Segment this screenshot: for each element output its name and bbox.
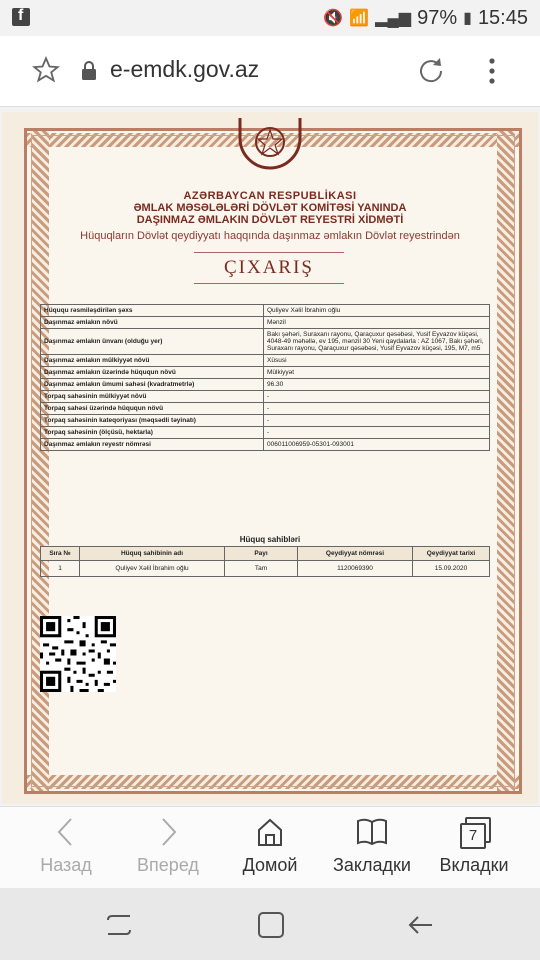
mute-icon: 🔇 bbox=[323, 10, 344, 27]
home-icon bbox=[255, 815, 285, 849]
qr-code-icon bbox=[40, 616, 116, 692]
tabs-icon bbox=[457, 815, 491, 849]
url-text[interactable]: e-emdk.gov.az bbox=[110, 56, 260, 82]
browser-bottom-toolbar bbox=[0, 806, 540, 889]
back-button[interactable] bbox=[12, 815, 120, 885]
wifi-icon: 📶 bbox=[349, 10, 370, 27]
address-bar bbox=[0, 36, 540, 107]
tabs-label: Вкладки bbox=[439, 855, 509, 875]
bookmarks-button[interactable] bbox=[318, 815, 426, 885]
reload-icon[interactable] bbox=[416, 56, 446, 86]
home-system-icon[interactable] bbox=[256, 910, 286, 940]
tabs-count: 7 bbox=[460, 823, 486, 849]
forward-button[interactable] bbox=[114, 815, 222, 885]
table-row: Torpaq sahəsi üzərində hüququn növü - bbox=[41, 403, 490, 415]
table-row: Daşınmaz əmlakın üzərində hüququn növü Mülkiyyət bbox=[41, 367, 490, 379]
table-header-row: Sıra № Hüquq sahibinin adı Payı Qeydiyyat nömrəsi Qeydiyyat tarixi bbox=[41, 547, 490, 561]
lock-icon bbox=[80, 61, 98, 81]
system-navigation-bar bbox=[0, 888, 540, 960]
signal-icon: ▂▄▆ bbox=[375, 10, 412, 27]
header-committee: ƏMLAK MƏSƏLƏLƏRİ DÖVLƏT KOMİTƏSİ YANINDA bbox=[133, 202, 407, 214]
rights-holders-table bbox=[40, 546, 490, 577]
recent-apps-icon[interactable] bbox=[104, 910, 134, 940]
back-arrow-icon[interactable] bbox=[406, 910, 436, 940]
table-row: Torpaq sahəsinin (ölçüsü, hektarla) - bbox=[41, 427, 490, 439]
bookmarks-label: Закладки bbox=[333, 855, 411, 875]
clock: 15:45 bbox=[477, 6, 528, 29]
table-row: Torpaq sahəsinin kateqoriyası (məqsədli təyinatı) - bbox=[41, 415, 490, 427]
chevron-left-icon bbox=[51, 815, 81, 849]
forward-label: Вперед bbox=[137, 855, 199, 875]
bookmark-star-icon[interactable] bbox=[32, 56, 60, 84]
header-subtitle: Hüquqların Dövlət qeydiyyatı haqqında daşınmaz əmlakın Dövlət reyestrindən bbox=[80, 230, 460, 242]
facebook-notification-icon: f bbox=[12, 8, 30, 26]
table-row: Daşınmaz əmlakın növü Mənzil bbox=[41, 317, 490, 329]
status-bar bbox=[0, 0, 540, 36]
document-title: ÇIXARIŞ bbox=[194, 252, 344, 284]
battery-level: 97% bbox=[417, 6, 458, 29]
home-button[interactable] bbox=[216, 815, 324, 885]
header-service: DAŞINMAZ ƏMLAKIN DÖVLƏT REYESTRİ XİDMƏTİ bbox=[136, 214, 404, 226]
table-row: Daşınmaz əmlakın mülkiyyət növü Xüsusi bbox=[41, 355, 490, 367]
back-label: Назад bbox=[40, 855, 92, 875]
home-label: Домой bbox=[242, 855, 298, 875]
more-menu-icon[interactable] bbox=[484, 56, 500, 86]
book-icon bbox=[355, 815, 389, 849]
property-info-table bbox=[40, 304, 490, 451]
header-country: AZƏRBAYCAN RESPUBLİKASI bbox=[183, 190, 357, 202]
battery-icon: ▮ bbox=[463, 10, 472, 27]
chevron-right-icon bbox=[153, 815, 183, 849]
state-emblem-icon bbox=[230, 118, 310, 174]
certificate-frame bbox=[24, 128, 522, 794]
rights-holders-title: Hüquq sahibləri bbox=[239, 535, 301, 544]
table-row: 1 Quliyev Xəlil İbrahim oğlu Tam 1120069390 15.09.2020 bbox=[41, 561, 490, 577]
table-row: Daşınmaz əmlakın reyestr nömrəsi 006011006959-05301-093001 bbox=[41, 439, 490, 451]
table-row: Torpaq sahəsinin mülkiyyət növü - bbox=[41, 391, 490, 403]
table-row: Daşınmaz əmlakın ümumi sahəsi (kvadratmetrlə) 96.30 bbox=[41, 379, 490, 391]
table-row: Daşınmaz əmlakın ünvanı (olduğu yer) Bakı şəhəri, Suraxanı rayonu, Qaraçuxur qəsəbəsi, Yusif Eyvazov küçəsi, 4048-49 məhəllə, ev 195, mənzil 30 Yeni qaydalarla : AZ 1067, Bakı şəhəri, Suraxanı rayonu, Qaraçuxur qəsəbəsi, Yusif Eyvazov küçəsi, 195, M7, m5 bbox=[41, 329, 490, 355]
table-row: Hüququ rəsmiləşdirilən şəxs Quliyev Xəlil İbrahim oğlu bbox=[41, 305, 490, 317]
tabs-button[interactable] bbox=[420, 815, 528, 885]
